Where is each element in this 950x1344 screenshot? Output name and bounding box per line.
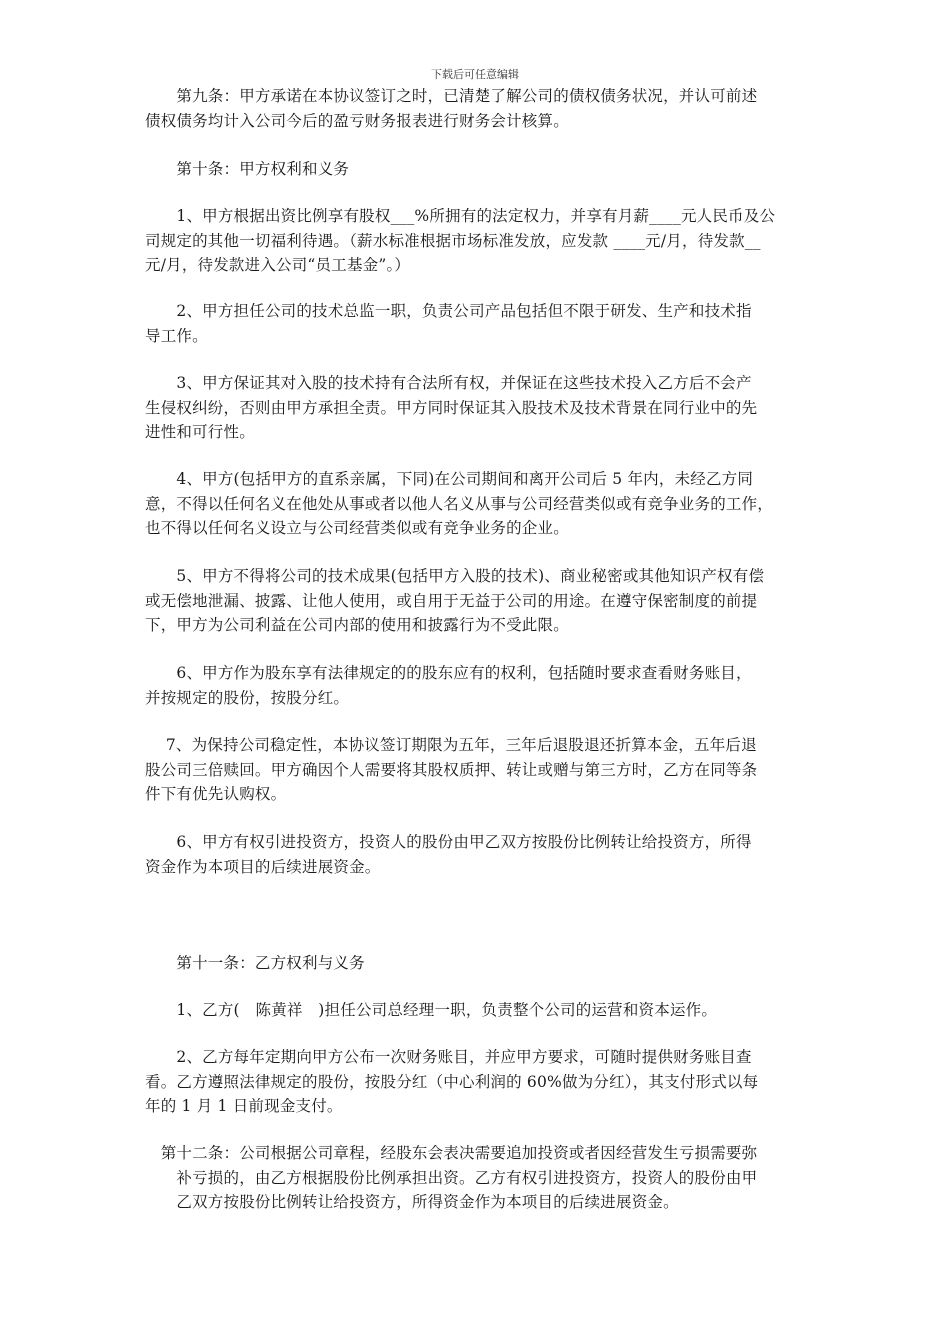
- text-line: 生侵权纠纷，否则由甲方承担全责。甲方同时保证其入股技术及技术背景在同行业中的先: [145, 398, 758, 417]
- article-10-item-4: [145, 467, 810, 541]
- text-line: 进性和可行性。: [145, 423, 255, 441]
- text-line: 1、甲方根据出资比例享有股权___%所拥有的法定权力，并享有月薪____元人民币及公: [145, 207, 776, 225]
- text-line: 件下有优先认购权。: [145, 785, 287, 803]
- text-line: 或无偿地泄漏、披露、让他人使用，或自用于无益于公司的用途。在遵守保密制度的前提: [145, 591, 758, 610]
- article-11-heading: [145, 951, 810, 976]
- article-10-item-5: [145, 564, 810, 638]
- text-line: 下，甲方为公司利益在公司内部的使用和披露行为不受此限。: [145, 616, 569, 634]
- text-line: 看。乙方遵照法律规定的股份，按股分红（中心利润的 60%做为分红），其支付形式以每: [145, 1072, 759, 1091]
- text-line: 7、为保持公司稳定性，本协议签订期限为五年，三年后退股退还折算本金，五年后退: [145, 736, 757, 754]
- article-10-item-2: [145, 299, 810, 348]
- text-line: 第九条：甲方承诺在本协议签订之时，已清楚了解公司的债权债务状况，并认可前述: [145, 87, 758, 105]
- text-line: 6、甲方有权引进投资方，投资人的股份由甲乙双方按股份比例转让给投资方，所得: [145, 833, 752, 851]
- article-10-item-6b: [145, 830, 810, 879]
- text-line: 债权债务均计入公司今后的盈亏财务报表进行财务会计核算。: [145, 111, 569, 130]
- text-line: 乙双方按股份比例转让给投资方，所得资金作为本项目的后续进展资金。: [145, 1193, 679, 1211]
- text-line: 2、乙方每年定期向甲方公布一次财务账目，并应甲方要求，可随时提供财务账目查: [145, 1048, 752, 1066]
- text-line: 股公司三倍赎回。甲方确因个人需要将其股权质押、转让或赠与第三方时，乙方在同等条: [145, 760, 758, 779]
- article-11-item-1: [145, 998, 810, 1023]
- article-10-item-6: [145, 661, 810, 710]
- text-line: 第十条：甲方权利和义务: [145, 160, 350, 178]
- page-header-note: 下载后可任意编辑: [431, 68, 519, 81]
- text-line: 意，不得以任何名义在他处从事或者以他人名义从事与公司经营类似或有竞争业务的工作，: [145, 494, 774, 513]
- text-line: 司规定的其他一切福利待遇。（薪水标准根据市场标准发放，应发款 ____元/月，待发款__: [145, 231, 761, 250]
- article-10-item-3: [145, 371, 810, 445]
- text-line: 6、甲方作为股东享有法律规定的的股东应有的权利，包括随时要求查看财务账目，: [145, 664, 752, 682]
- article-10-item-1: [145, 204, 810, 278]
- text-line: 年的 1 月 1 日前现金支付。: [145, 1097, 343, 1115]
- text-line: 1、乙方( 陈黄祥 )担任公司总经理一职，负责整个公司的运营和资本运作。: [145, 1001, 718, 1019]
- article-9: [145, 84, 810, 133]
- article-12: [145, 1141, 810, 1215]
- article-11-item-2: [145, 1045, 810, 1119]
- text-line: 元/月，待发款进入公司“员工基金”。）: [145, 256, 411, 274]
- text-line: 第十二条：公司根据公司章程，经股东会表决需要追加投资或者因经营发生亏损需要弥: [145, 1144, 758, 1162]
- text-line: 也不得以任何名义设立与公司经营类似或有竞争业务的企业。: [145, 519, 569, 537]
- text-line: 资金作为本项目的后续进展资金。: [145, 857, 381, 876]
- text-line: 第十一条：乙方权利与义务: [145, 954, 365, 972]
- article-10-heading: [145, 157, 810, 182]
- text-line: 5、甲方不得将公司的技术成果(包括甲方入股的技术)、商业秘密或其他知识产权有偿: [145, 567, 765, 585]
- text-line: 并按规定的股份，按股分红。: [145, 688, 350, 707]
- text-line: 导工作。: [145, 326, 208, 345]
- text-line: 补亏损的，由乙方根据股份比例承担出资。乙方有权引进投资方，投资人的股份由甲: [145, 1168, 758, 1187]
- text-line: 3、甲方保证其对入股的技术持有合法所有权，并保证在这些技术投入乙方后不会产: [145, 374, 752, 392]
- article-10-item-7: [145, 733, 810, 807]
- text-line: 2、甲方担任公司的技术总监一职，负责公司产品包括但不限于研发、生产和技术指: [145, 302, 752, 320]
- text-line: 4、甲方(包括甲方的直系亲属，下同)在公司期间和离开公司后 5 年内，未经乙方同: [145, 470, 754, 488]
